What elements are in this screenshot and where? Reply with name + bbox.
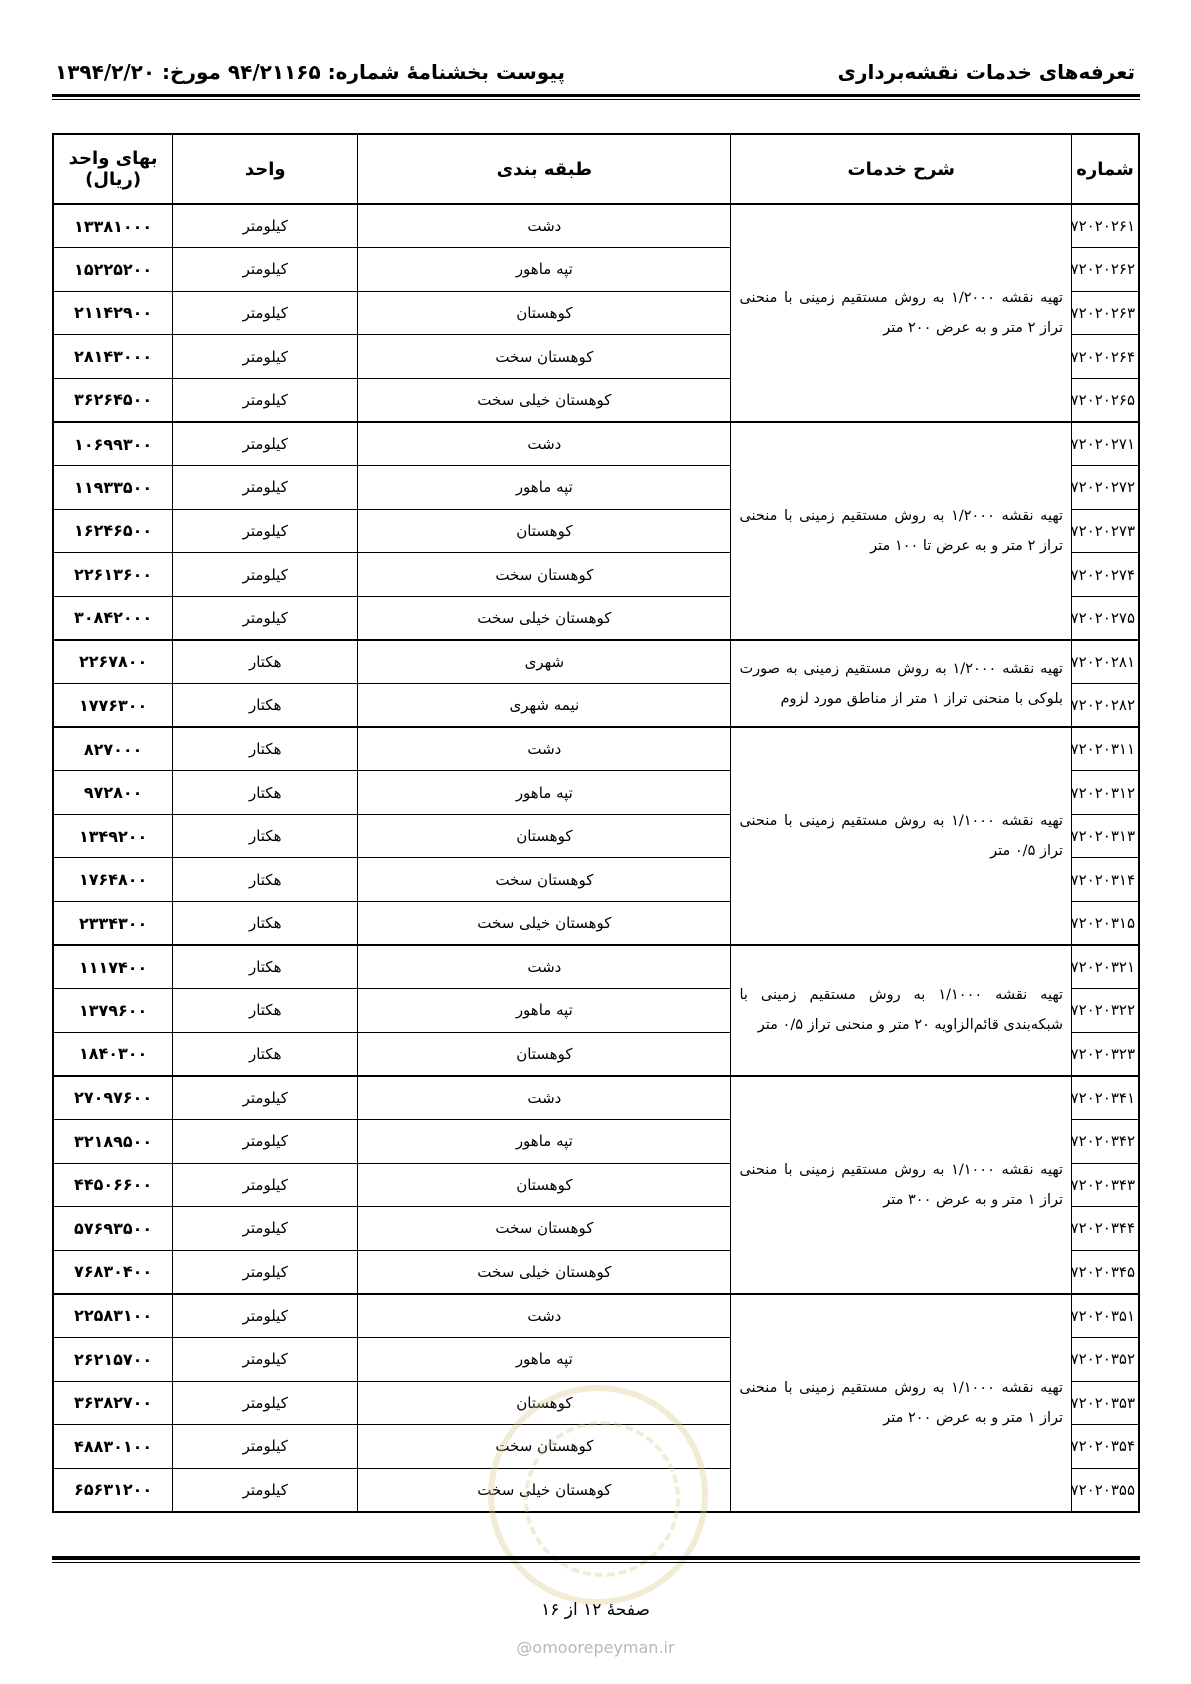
price-cell: ۶۵۶۳۱۲۰۰ — [53, 1468, 173, 1512]
price-cell: ۴۴۵۰۶۶۰۰ — [53, 1163, 173, 1207]
footer-rule — [52, 1556, 1140, 1560]
unit-cell: کیلومتر — [173, 291, 358, 335]
category-cell: تپه ماهور — [358, 1337, 731, 1381]
category-cell: تپه ماهور — [358, 248, 731, 292]
document-title: تعرفه‌های خدمات نقشه‌برداری — [837, 60, 1135, 84]
unit-cell: کیلومتر — [173, 1381, 358, 1425]
price-cell: ۱۳۳۸۱۰۰۰ — [53, 204, 173, 248]
code-cell: ۷۲۰۲۰۲۷۳ — [1072, 509, 1139, 553]
attachment-number: پیوست بخشنامهٔ شماره: ۹۴/۲۱۱۶۵ — [227, 60, 565, 84]
category-cell: شهری — [358, 640, 731, 684]
table-row — [53, 727, 1139, 771]
price-cell: ۲۸۱۴۳۰۰۰ — [53, 335, 173, 379]
unit-cell: هکتار — [173, 684, 358, 728]
unit-cell: کیلومتر — [173, 553, 358, 597]
price-cell: ۳۶۲۶۴۵۰۰ — [53, 378, 173, 422]
price-cell: ۱۳۴۹۲۰۰ — [53, 814, 173, 858]
category-cell: کوهستان خیلی سخت — [358, 596, 731, 640]
price-cell: ۲۲۵۸۳۱۰۰ — [53, 1294, 173, 1338]
code-cell: ۷۲۰۲۰۲۸۲ — [1072, 684, 1139, 728]
unit-cell: کیلومتر — [173, 1337, 358, 1381]
category-cell: کوهستان — [358, 1381, 731, 1425]
category-cell: تپه ماهور — [358, 466, 731, 510]
unit-cell: کیلومتر — [173, 509, 358, 553]
description-cell: تهیه نقشه ۱/۱۰۰۰ به روش مستقیم زمینی با منحنی تراز ۱ متر و به عرض ۲۰۰ متر — [731, 1294, 1072, 1512]
code-cell: ۷۲۰۲۰۳۵۳ — [1072, 1381, 1139, 1425]
unit-cell: کیلومتر — [173, 1163, 358, 1207]
unit-cell: کیلومتر — [173, 1076, 358, 1120]
category-cell: تپه ماهور — [358, 989, 731, 1033]
code-cell: ۷۲۰۲۰۳۵۴ — [1072, 1425, 1139, 1469]
code-cell: ۷۲۰۲۰۳۱۴ — [1072, 858, 1139, 902]
price-cell: ۹۷۲۸۰۰ — [53, 771, 173, 815]
category-cell: کوهستان خیلی سخت — [358, 1250, 731, 1294]
description-cell: تهیه نقشه ۱/۲۰۰۰ به روش مستقیم زمینی به صورت بلوکی با منحنی تراز ۱ متر از مناطق مورد لزوم — [731, 640, 1072, 727]
price-cell: ۷۶۸۳۰۴۰۰ — [53, 1250, 173, 1294]
category-cell: کوهستان سخت — [358, 858, 731, 902]
price-cell: ۱۰۶۹۹۳۰۰ — [53, 422, 173, 466]
category-cell: کوهستان سخت — [358, 1207, 731, 1251]
category-cell: کوهستان — [358, 291, 731, 335]
code-cell: ۷۲۰۲۰۲۶۴ — [1072, 335, 1139, 379]
unit-cell: هکتار — [173, 640, 358, 684]
table-row — [53, 640, 1139, 684]
table-row — [53, 1294, 1139, 1338]
category-cell: کوهستان خیلی سخت — [358, 378, 731, 422]
category-cell: کوهستان — [358, 509, 731, 553]
table-body — [53, 204, 1139, 1512]
unit-cell: کیلومتر — [173, 1425, 358, 1469]
code-cell: ۷۲۰۲۰۲۷۲ — [1072, 466, 1139, 510]
unit-cell: هکتار — [173, 727, 358, 771]
tariff-table — [52, 133, 1140, 1513]
price-cell: ۱۱۹۳۳۵۰۰ — [53, 466, 173, 510]
header-rule-thin — [52, 99, 1140, 100]
category-cell: کوهستان — [358, 814, 731, 858]
table-row — [53, 422, 1139, 466]
table-row — [53, 204, 1139, 248]
description-cell: تهیه نقشه ۱/۲۰۰۰ به روش مستقیم زمینی با منحنی تراز ۲ متر و به عرض ۲۰۰ متر — [731, 204, 1072, 422]
unit-cell: هکتار — [173, 858, 358, 902]
price-cell: ۸۲۷۰۰۰ — [53, 727, 173, 771]
description-cell: تهیه نقشه ۱/۲۰۰۰ به روش مستقیم زمینی با منحنی تراز ۲ متر و به عرض تا ۱۰۰ متر — [731, 422, 1072, 640]
code-cell: ۷۲۰۲۰۳۴۵ — [1072, 1250, 1139, 1294]
code-cell: ۷۲۰۲۰۲۷۴ — [1072, 553, 1139, 597]
table-row — [53, 1076, 1139, 1120]
table-row — [53, 945, 1139, 989]
price-cell: ۱۱۱۷۴۰۰ — [53, 945, 173, 989]
document-date: مورخ: ۱۳۹۴/۲/۲۰ — [55, 60, 221, 84]
category-cell: دشت — [358, 727, 731, 771]
code-cell: ۷۲۰۲۰۲۷۱ — [1072, 422, 1139, 466]
unit-cell: هکتار — [173, 989, 358, 1033]
page-number: صفحهٔ ۱۲ از ۱۶ — [541, 1600, 650, 1620]
price-cell: ۳۲۱۸۹۵۰۰ — [53, 1119, 173, 1163]
unit-cell: کیلومتر — [173, 335, 358, 379]
category-cell: دشت — [358, 945, 731, 989]
description-cell: تهیه نقشه ۱/۱۰۰۰ به روش مستقیم زمینی با منحنی تراز ۱ متر و به عرض ۳۰۰ متر — [731, 1076, 1072, 1294]
code-cell: ۷۲۰۲۰۳۴۱ — [1072, 1076, 1139, 1120]
price-cell: ۱۷۷۶۳۰۰ — [53, 684, 173, 728]
code-cell: ۷۲۰۲۰۳۲۳ — [1072, 1032, 1139, 1076]
column-header-unit: واحد — [173, 134, 358, 204]
category-cell: کوهستان خیلی سخت — [358, 1468, 731, 1512]
unit-cell: هکتار — [173, 945, 358, 989]
category-cell: نیمه شهری — [358, 684, 731, 728]
description-cell: تهیه نقشه ۱/۱۰۰۰ به روش مستقیم زمینی با منحنی تراز ۰/۵ متر — [731, 727, 1072, 945]
unit-cell: کیلومتر — [173, 1294, 358, 1338]
price-cell: ۲۷۰۹۷۶۰۰ — [53, 1076, 173, 1120]
unit-cell: کیلومتر — [173, 1207, 358, 1251]
code-cell: ۷۲۰۲۰۲۶۱ — [1072, 204, 1139, 248]
page-header — [55, 52, 1135, 96]
price-cell: ۲۱۱۴۲۹۰۰ — [53, 291, 173, 335]
category-cell: دشت — [358, 422, 731, 466]
category-cell: کوهستان سخت — [358, 1425, 731, 1469]
price-cell: ۲۲۶۱۳۶۰۰ — [53, 553, 173, 597]
code-cell: ۷۲۰۲۰۳۴۴ — [1072, 1207, 1139, 1251]
code-cell: ۷۲۰۲۰۳۱۵ — [1072, 902, 1139, 946]
watermark-site: @omoorepeyman.ir — [516, 1638, 675, 1657]
code-cell: ۷۲۰۲۰۲۶۲ — [1072, 248, 1139, 292]
category-cell: کوهستان سخت — [358, 553, 731, 597]
header-rule — [52, 94, 1140, 97]
category-cell: دشت — [358, 1076, 731, 1120]
code-cell: ۷۲۰۲۰۳۲۲ — [1072, 989, 1139, 1033]
footer-rule-thin — [52, 1562, 1140, 1563]
column-header-description: شرح خدمات — [731, 134, 1072, 204]
price-cell: ۲۳۳۴۳۰۰ — [53, 902, 173, 946]
code-cell: ۷۲۰۲۰۳۴۲ — [1072, 1119, 1139, 1163]
price-cell: ۵۷۶۹۳۵۰۰ — [53, 1207, 173, 1251]
price-cell: ۲۶۲۱۵۷۰۰ — [53, 1337, 173, 1381]
unit-cell: هکتار — [173, 1032, 358, 1076]
code-cell: ۷۲۰۲۰۳۵۵ — [1072, 1468, 1139, 1512]
price-cell: ۲۲۶۷۸۰۰ — [53, 640, 173, 684]
price-cell: ۳۶۳۸۲۷۰۰ — [53, 1381, 173, 1425]
code-cell: ۷۲۰۲۰۳۱۳ — [1072, 814, 1139, 858]
category-cell: تپه ماهور — [358, 771, 731, 815]
code-cell: ۷۲۰۲۰۳۱۲ — [1072, 771, 1139, 815]
code-cell: ۷۲۰۲۰۳۲۱ — [1072, 945, 1139, 989]
table-header-row — [53, 134, 1139, 204]
category-cell: دشت — [358, 204, 731, 248]
code-cell: ۷۲۰۲۰۳۵۱ — [1072, 1294, 1139, 1338]
price-cell: ۱۳۷۹۶۰۰ — [53, 989, 173, 1033]
unit-cell: کیلومتر — [173, 204, 358, 248]
unit-cell: هکتار — [173, 902, 358, 946]
price-cell: ۱۵۲۲۵۲۰۰ — [53, 248, 173, 292]
price-cell: ۱۶۲۴۶۵۰۰ — [53, 509, 173, 553]
price-cell: ۱۷۶۴۸۰۰ — [53, 858, 173, 902]
unit-cell: کیلومتر — [173, 1250, 358, 1294]
unit-cell: کیلومتر — [173, 378, 358, 422]
column-header-code: شماره — [1072, 134, 1139, 204]
unit-cell: کیلومتر — [173, 596, 358, 640]
unit-cell: کیلومتر — [173, 1468, 358, 1512]
unit-cell: هکتار — [173, 771, 358, 815]
category-cell: تپه ماهور — [358, 1119, 731, 1163]
column-header-category: طبقه بندی — [358, 134, 731, 204]
price-cell: ۴۸۸۳۰۱۰۰ — [53, 1425, 173, 1469]
price-cell: ۱۸۴۰۳۰۰ — [53, 1032, 173, 1076]
category-cell: کوهستان خیلی سخت — [358, 902, 731, 946]
code-cell: ۷۲۰۲۰۲۷۵ — [1072, 596, 1139, 640]
code-cell: ۷۲۰۲۰۳۴۳ — [1072, 1163, 1139, 1207]
description-cell: تهیه نقشه ۱/۱۰۰۰ به روش مستقیم زمینی با شبکه‌بندی قائم‌الزاویه ۲۰ متر و منحنی تراز ۰/۵ متر — [731, 945, 1072, 1076]
column-header-price: بهای واحد (ریال) — [53, 134, 173, 204]
code-cell: ۷۲۰۲۰۳۱۱ — [1072, 727, 1139, 771]
code-cell: ۷۲۰۲۰۲۶۵ — [1072, 378, 1139, 422]
unit-cell: کیلومتر — [173, 1119, 358, 1163]
category-cell: کوهستان — [358, 1163, 731, 1207]
category-cell: کوهستان — [358, 1032, 731, 1076]
unit-cell: هکتار — [173, 814, 358, 858]
price-cell: ۳۰۸۴۲۰۰۰ — [53, 596, 173, 640]
unit-cell: کیلومتر — [173, 466, 358, 510]
unit-cell: کیلومتر — [173, 248, 358, 292]
category-cell: کوهستان سخت — [358, 335, 731, 379]
unit-cell: کیلومتر — [173, 422, 358, 466]
category-cell: دشت — [358, 1294, 731, 1338]
code-cell: ۷۲۰۲۰۲۶۳ — [1072, 291, 1139, 335]
code-cell: ۷۲۰۲۰۳۵۲ — [1072, 1337, 1139, 1381]
code-cell: ۷۲۰۲۰۲۸۱ — [1072, 640, 1139, 684]
